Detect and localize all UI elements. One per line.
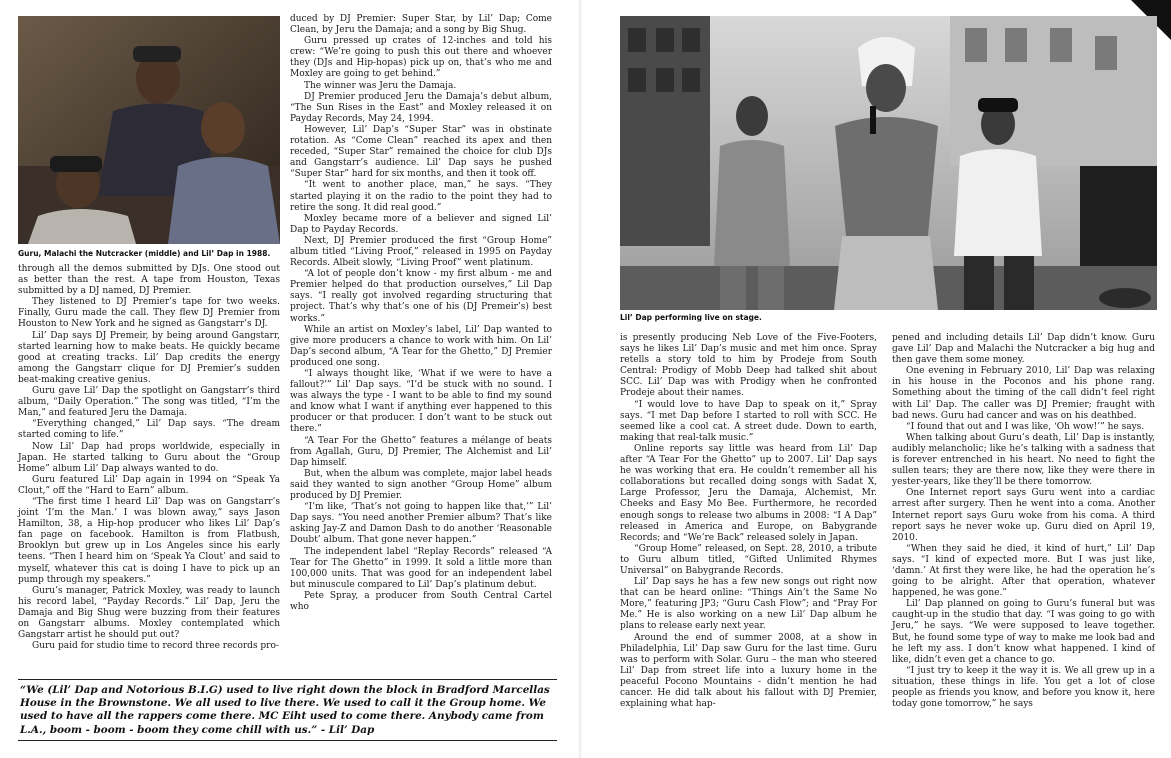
paragraph: “I just try to keep it the way it is. We all grew up in a situation, these things in life. You get a lot of close people as friends you know, and before you know it, here today gone tomorrow,” he says: [892, 665, 1155, 710]
paragraph: One evening in February 2010, Lil’ Dap was relaxing in his house in the Poconos and his phone rang. Something about the timing of the call didn’t feel right with Lil’ Dap. The caller was DJ Premier; fraught with bad news. Guru had cancer and was on his deathbed.: [892, 366, 1155, 421]
paragraph: “When they said he died, it kind of hurt,” Lil’ Dap says. “I kind of expected more. But I was just like, ‘damn.’ At first they were like, he had the operation he’s going to be alright. After that operation, whatever happened, he was gone.”: [892, 543, 1155, 599]
paragraph: “A Tear For the Ghetto” features a mélange of beats from Agallah, Guru, DJ Premier, The Alchemist and Lil’ Dap himself.: [290, 435, 552, 468]
paragraph: Guru gave Lil’ Dap the spotlight on Gangstarr’s third album, “Daily Operation.” The song was titled, “I’m the Man,” and featured Jeru the Damaja.: [18, 386, 280, 419]
pull-quote: [18, 679, 557, 741]
paragraph: duced by DJ Premier: Super Star, by Lil’ Dap; Come Clean, by Jeru the Damaja; and a song by Big Shug.: [290, 14, 552, 36]
article-column-1: [18, 264, 280, 652]
paragraph: The independent label “Replay Records” released “A Tear for The Ghetto” in 1999. It sold a little more than 100,000 units. That was good for an independent label but minuscule compared to Lil’ Dap’s platinum debut.: [290, 546, 552, 590]
paragraph: While an artist on Moxley’s label, Lil’ Dap wanted to give more producers a chance to work with him. On Lil’ Dap’s second album, “A Tear for the Ghetto,” DJ Premier produced one song.: [290, 324, 552, 368]
paragraph: is presently producing Neb Love of the Five-Footers, says he likes Lil’ Dap’s music and met him once. Spray retells a story told to him by Prodeje from South Central: Prodigy of Mobb Deep had talked shit about SCC. Lil’ Dap was with Prodigy when he confronted Prodeje about their names.: [620, 333, 877, 399]
pull-quote-text: “We (Lil’ Dap and Notorious B.I.G) used to live right down the block in Bradford Marcellas House in the Brownstone. We all used to live there. We used to call it the Group home. We used to have all the rappers come there. MC Eiht used to come there. Anybody came from L.A., boom - boom - boom they come chill with us.” - Lil’ Dap: [20, 684, 550, 736]
paragraph: Around the end of summer 2008, at a show in Philadelphia, Lil’ Dap saw Guru for the last time. Guru was to perform with Solar. Guru – the man who steered Lil’ Dap from street life into a luxury home in the peaceful Pocono Mountains - didn’t mention he had cancer. He did talk about his fallout with DJ Premier, explaining what hap-: [620, 632, 877, 710]
paragraph: “A lot of people don’t know - my first album - me and Premier helped do that production ourselves,” Lil Dap says. “I really got involved regarding structuring that project. That’s why that’s one of his (DJ Premeir’s) best works.”: [290, 269, 552, 324]
paragraph: “I’m like, ‘That’s not going to happen like that,’” Lil’ Dap says. “You need another Premier album? That’s like asking Jay-Z and Damon Dash to do another ‘Reasonable Doubt’ album. That gone never happen.”: [290, 502, 552, 546]
article-column-2: [290, 14, 552, 613]
group-portrait-photo: [18, 16, 280, 244]
paragraph: “Group Home” released, on Sept. 28, 2010, a tribute to Guru album titled, “Gifted Unlimited Rhymes Universal” on Babygrande Records.: [620, 543, 877, 576]
paragraph: Lil’ Dap planned on going to Guru’s funeral but was caught-up in the studio that day. “I was going to go with Jeru,” he says. “We were supposed to leave together. But, he found some type of way to make me look bad and he left my ass. I don’t know what happened. I kind of like, didn’t even get a chance to go.: [892, 599, 1155, 665]
paragraph: However, Lil’ Dap’s “Super Star” was in obstinate rotation. As “Come Clean” reached its apex and then receded, “Super Star” remained the choice for club DJs and Gangstarr’s audience. Lil’ Dap says he pushed “Super Star” hard for six months, and then it took off.: [290, 124, 552, 180]
paragraph: Lil’ Dap says DJ Premeir, by being around Gangstarr, started learning how to make beats. He quickly became good at creating tracks. Lil’ Dap credits the energy among the Gangstarr clique for DJ Premier’s sudden beat-making creative genius.: [18, 330, 280, 385]
paragraph: Guru’s manager, Patrick Moxley, was ready to launch his record label, “Payday Records.” Lil’ Dap, Jeru the Damaja and Big Shug were buzzing from their features on Gangstarr albums. Moxley contemplated which Gangstarr artist he should put out?: [18, 585, 280, 641]
right-page: [583, 0, 1171, 758]
paragraph: Lil’ Dap says he has a few new songs out right now that can be heard online: “Things Ain’t the Same No More,” featuring JP3; “Guru Cash Flow”; and “Pray For Me.” He is also working on a new Lil’ Dap album he plans to release early next year.: [620, 577, 877, 632]
live-performance-photo: [620, 16, 1157, 310]
paragraph: Next, DJ Premier produced the first “Group Home” album titled “Living Proof,” released in 1995 on Payday Records. Albeit slowly, “Living Proof” went platinum.: [290, 235, 552, 269]
paragraph: through all the demos submitted by DJs. One stood out as better than the rest. A tape from Houston, Texas submitted by a DJ named, DJ Premier.: [18, 264, 280, 297]
paragraph: “It went to another place, man,” he says. “They started playing it on the radio to the point they had to retire the song. It did real good.”: [290, 180, 552, 213]
paragraph: Now Lil’ Dap had props worldwide, especially in Japan. He started talking to Guru about the “Group Home” album Lil’ Dap always wanted to do.: [18, 441, 280, 474]
photo-caption: Guru, Malachi the Nutcracker (middle) and Lil’ Dap in 1988.: [18, 249, 271, 258]
paragraph: Pete Spray, a producer from South Central Cartel who: [290, 590, 552, 612]
photo-caption: Lil’ Dap performing live on stage.: [620, 313, 762, 322]
paragraph: Guru featured Lil’ Dap again in 1994 on “Speak Ya Clout,” off the “Hard to Earn” album.: [18, 474, 280, 496]
paragraph: Moxley became more of a believer and signed Lil’ Dap to Payday Records.: [290, 213, 552, 235]
paragraph: “The first time I heard Lil’ Dap was on Gangstarr’s joint ‘I’m the Man.’ I was blown away,” says Jason Hamilton, 38, a Hip-hop producer who likes Lil’ Dap’s fan page on facebook. Hamilton is from Flatbush, Brooklyn but grew up in Los Angeles since his early teens. “Then I heard him on ‘Speak Ya Clout’ and said to myself, whatever this cat is doing I have to pick up an pump through my speakers.”: [18, 496, 280, 585]
paragraph: “Everything changed,” Lil’ Dap says. “The dream started coming to life.”: [18, 419, 280, 441]
paragraph: One Internet report says Guru went into a cardiac arrest after surgery. Then he went into a coma. Another Internet report says Guru woke from his coma. A third report says he never woke up. Guru died on April 19, 2010.: [892, 488, 1155, 543]
article-column-4: [892, 333, 1155, 710]
paragraph: Online reports say little was heard from Lil’ Dap after “A Tear For the Ghetto” up to 2007. Lil’ Dap says he was working that era. He couldn’t remember all his collaborations but recalled doing songs with Sadat X, Large Professor, Jeru the Damaja, Alchemist, Mr. Cheeks and Easy Mo Bee. Furthermore, he recorded enough songs to release two albums in 2008: “I A Dap” released in America and Europe, on Babygrande Records; and “We’re Back” released solely in Japan.: [620, 443, 877, 543]
paragraph: pened and including details Lil’ Dap didn’t know. Guru gave Lil’ Dap and Malachi the Nutcracker a big hug and then gave them some money.: [892, 333, 1155, 366]
paragraph: They listened to DJ Premier’s tape for two weeks. Finally, Guru made the call. They flew DJ Premier from Houston to New York and he signed as Gangstarr’s DJ.: [18, 297, 280, 330]
paragraph: “I found that out and I was like, ‘Oh wow!’” he says.: [906, 421, 1145, 432]
paragraph: “I always thought like, ‘What if we were to have a fallout?’” Lil’ Dap says. “I’d be stuck with no sound. I was always the type - I want to be able to find my sound and know what I want if anything ever happened to this producer or that producer. I don’t want to be stuck out there.”: [290, 369, 552, 435]
paragraph: “I would love to have Dap to speak on it,” Spray says. “I met Dap before I started to roll with SCC. He seemed like a cool cat. A street dude. Down to earth, making that real-talk music.”: [620, 399, 877, 443]
paragraph: When talking about Guru’s death, Lil’ Dap is instantly, audibly melancholic; like he’s talking with a sadness that is forever entrenched in his heart. No need to fight the sullen tears; they are there now, like they were there in yester-years, like they’ll be there tomorrow.: [892, 432, 1155, 488]
article-column-3: [620, 333, 877, 710]
left-page: [0, 0, 583, 758]
paragraph: But, when the album was complete, major label heads said they wanted to sign another “Group Home” album produced by DJ Premier.: [290, 468, 552, 502]
paragraph: Guru paid for studio time to record three records pro-: [32, 641, 279, 652]
paragraph: The winner was Jeru the Damaja.: [304, 80, 457, 91]
paragraph: Guru pressed up crates of 12-inches and told his crew: “We’re going to push this out there and whoever they (DJs and Hip-hopas) pick up on, that’s who me and Moxley are going to get behind.”: [290, 36, 552, 80]
paragraph: DJ Premier produced Jeru the Damaja’s debut album, “The Sun Rises in the East” and Moxley released it on Payday Records, May 24, 1994.: [290, 91, 552, 124]
